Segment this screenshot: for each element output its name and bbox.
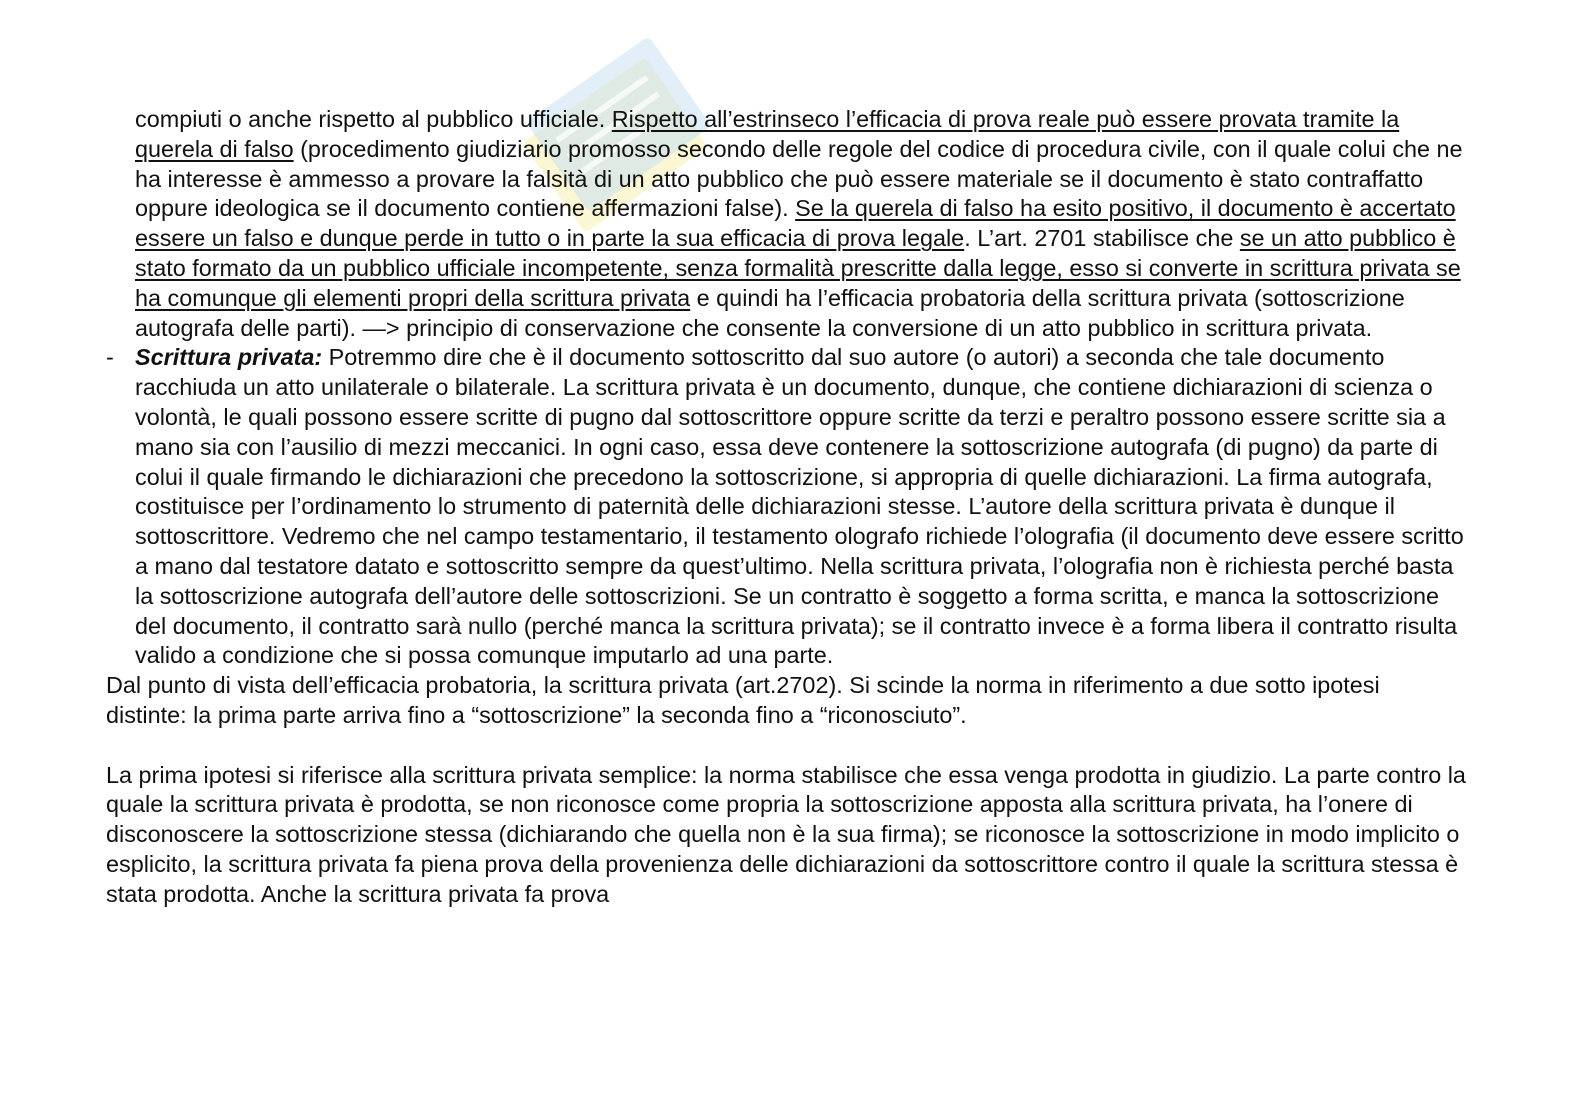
paragraph-gap [106, 731, 1466, 761]
bullet-text: Potremmo dire che è il documento sottoscritto dal suo autore (o autori) a seconda che tale documento racchiuda un atto unilaterale o bilaterale. La scrittura privata è un documento, dunque, che contiene dichiarazioni di scienza o volontà, le quali possono essere scritte di pugno dal sottoscrittore oppure scritte da terzi e peraltro possono essere scritte sia a mano sia con l’ausilio di mezzi meccanici. In ogni caso, essa deve contenere la sottoscrizione autografa (di pugno) da parte di colui il quale firmando le dichiarazioni che precedono la sottoscrizione, si appropria di quelle dichiarazioni. La firma autografa, costituisce per l’ordinamento lo strumento di paternità delle dichiarazioni stesse. L’autore della scrittura privata è dunque il sottoscrittore. Vedremo che nel campo testamentario, il testamento olografo richiede l’olografia (il documento deve essere scritto a mano dal testatore datato e sottoscritto sempre da quest’ultimo. Nella scrittura privata, l’olografia non è richiesta perché basta la sottoscrizione autografa dell’autore delle sottoscrizioni. Se un contratto è soggetto a forma scritta, e manca la sottoscrizione del documento, il contratto sarà nullo (perché manca la scrittura privata); se il contratto invece è a forma libera il contratto risulta valido a condizione che si possa comunque imputarlo ad una parte. [135, 344, 1464, 669]
bullet-scrittura-privata [106, 343, 1466, 671]
bullet-dash: - [106, 344, 114, 371]
paragraph-prima-ipotesi: La prima ipotesi si riferisce alla scrittura privata semplice: la norma stabilisce che essa venga prodotta in giudizio. La parte contro la quale la scrittura privata è prodotta, se non riconosce come propria la sottoscrizione apposta alla scrittura privata, ha l’onere di disconoscere la sottoscrizione stessa (dichiarando che quella non è la sua firma); se riconosce la sottoscrizione in modo implicito o esplicito, la scrittura privata fa piena prova della provenienza delle dichiarazioni da sottoscrittore contro il quale la scrittura stessa è stata prodotta. Anche la scrittura privata fa prova [106, 761, 1466, 907]
bullet-term: Scrittura privata: [135, 344, 323, 371]
document-body [106, 105, 1466, 910]
underlined-span: Rispetto all’estrinseco l’efficacia di prova reale può essere provata tramite la querela di falso [135, 106, 1400, 162]
text-span: . L’art. 2701 stabilisce che [964, 225, 1240, 252]
text-span: compiuti o anche rispetto al pubblico ufficiale. [135, 106, 612, 132]
paragraph-efficacia-probatoria: Dal punto di vista dell’efficacia probatoria, la scrittura privata (art.2702). Si scinde la norma in riferimento a due sotto ipotesi distinte: la prima parte arriva fino a “sottoscrizione” la seconda fino a “riconosciuto”. [106, 672, 1380, 728]
underlined-span: se un atto pubblico è stato formato da un pubblico ufficiale incompetente, senza formalità prescritte dalla legge, esso si converte in scrittura privata se ha comunque gli elementi propri della scrittura privata [135, 225, 1461, 311]
paragraph-atto-pubblico [106, 105, 1466, 343]
underlined-span: Se la querela di falso ha esito positivo, il documento è accertato essere un falso e dunque perde in tutto o in parte la sua efficacia di prova legale [135, 195, 1456, 252]
text-span: (procedimento giudiziario promosso secondo delle regole del codice di procedura civile, con il quale colui che ne ha interesse è ammesso a provare la falsità di un atto pubblico che può essere materiale se il documento è stato contraffatto oppure ideologica se il documento contiene affermazioni false). [135, 135, 1463, 222]
text-span: e quindi ha l’efficacia probatoria della scrittura privata (sottoscrizione autografa delle parti). —> principio di conservazione che consente la conversione di un atto pubblico in scrittura privata. [135, 284, 1405, 341]
